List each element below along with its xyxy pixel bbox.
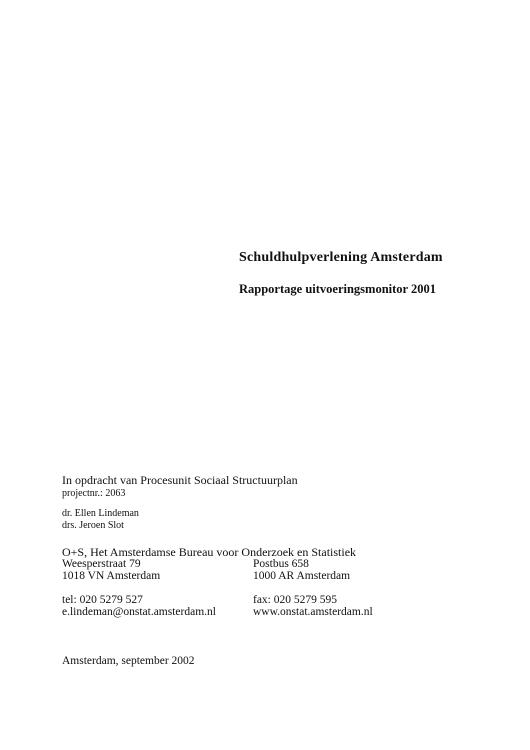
project-number: projectnr.: 2063 bbox=[62, 488, 126, 499]
organization-name: O+S, Het Amsterdamse Bureau voor Onderzoek en Statistiek bbox=[62, 545, 357, 559]
telephone: tel: 020 5279 527 bbox=[62, 594, 143, 606]
postal-code-city: 1018 VN Amsterdam bbox=[62, 570, 161, 582]
fax: fax: 020 5279 595 bbox=[253, 594, 338, 606]
postbus: Postbus 658 bbox=[253, 558, 309, 570]
document-subtitle: Rapportage uitvoeringsmonitor 2001 bbox=[239, 282, 436, 296]
document-title: Schuldhulpverlening Amsterdam bbox=[239, 250, 443, 265]
author-name: drs. Jeroen Slot bbox=[62, 520, 124, 531]
postbus-postal-code-city: 1000 AR Amsterdam bbox=[253, 570, 351, 582]
website-address: www.onstat.amsterdam.nl bbox=[253, 606, 373, 618]
author-name: dr. Ellen Lindeman bbox=[62, 508, 139, 519]
commission-line: In opdracht van Procesunit Sociaal Structuurplan bbox=[62, 473, 298, 487]
street-address: Weesperstraat 79 bbox=[62, 558, 141, 570]
email-address: e.lindeman@onstat.amsterdam.nl bbox=[62, 606, 216, 618]
place-date: Amsterdam, september 2002 bbox=[62, 655, 195, 667]
